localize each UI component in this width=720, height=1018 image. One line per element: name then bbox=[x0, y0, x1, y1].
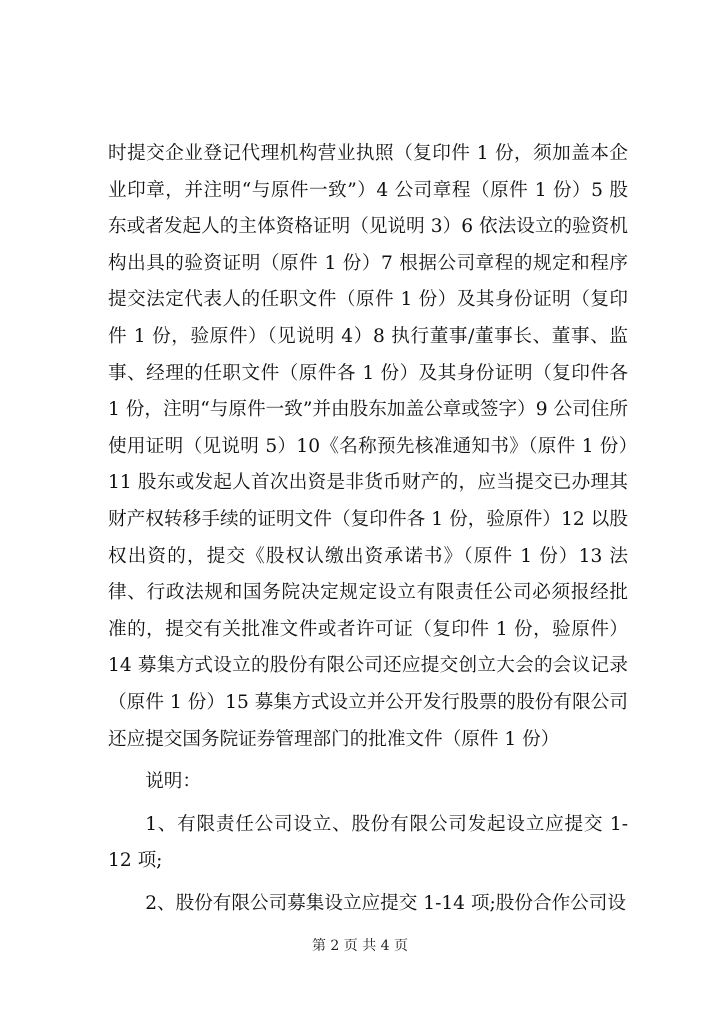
paragraph-note-1: 1、有限责任公司设立、股份有限公司发起设立应提交 1-12 项; bbox=[108, 813, 628, 872]
document-body bbox=[108, 136, 628, 922]
page-footer: 第 2 页 共 4 页 bbox=[311, 938, 409, 954]
paragraph-requirements-list: 时提交企业登记代理机构营业执照（复印件 1 份，须加盖本企业印章，并注明“与原件一致”）4 公司章程（原件 1 份）5 股东或者发起人的主体资格证明（见说明 3）6 依法设立的验资机构出具的验资证明（原件 1 份）7 根据公司章程的规定和程序提交法定代表人的任职文件（原件 1 份）及其身份证明（复印件 1 份，验原件）（见说明 4）8 执行董事/董事长、董事、监事、经理的任职文件（原件各 1 份）及其身份证明（复印件各 1 份，注明“与原件一致”并由股东加盖公章或签字）9 公司住所使用证明（见说明 5）10《名称预先核准通知书》（原件 1 份）11 股东或发起人首次出资是非货币财产的，应当提交已办理其财产权转移手续的证明文件（复印件各 1 份，验原件）12 以股权出资的，提交《股权认缴出资承诺书》（原件 1 份）13 法律、行政法规和国务院决定规定设立有限责任公司必须报经批准的，提交有关批准文件或者许可证（复印件 1 份，验原件）14 募集方式设立的股份有限公司还应提交创立大会的会议记录（原件 1 份）15 募集方式设立并公开发行股票的股份有限公司还应提交国务院证券管理部门的批准文件（原件 1 份） bbox=[108, 143, 628, 750]
paragraph-note-2: 2、股份有限公司募集设立应提交 1-14 项;股份合作公司设 bbox=[145, 892, 626, 914]
paragraph-notes-heading: 说明： bbox=[145, 771, 201, 793]
